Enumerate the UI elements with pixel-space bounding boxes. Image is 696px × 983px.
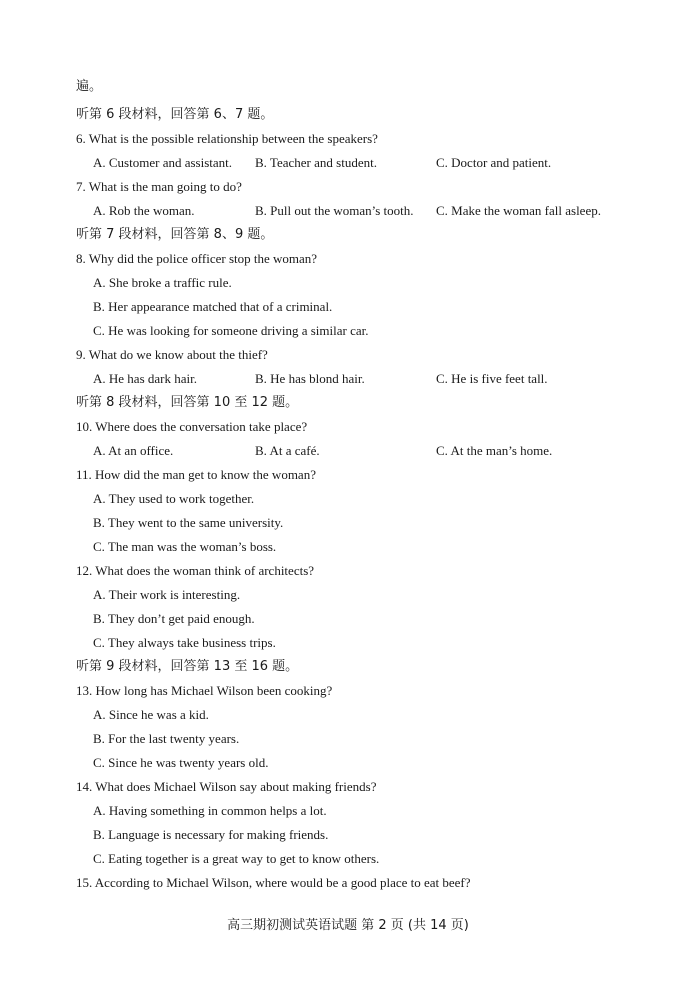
question-8-option-b: B. Her appearance matched that of a criminal. [93, 299, 333, 314]
question-11-option-c: C. The man was the woman’s boss. [93, 539, 277, 554]
question-14-option-a: A. Having something in common helps a lot. [93, 803, 327, 818]
continued-text: 遍。 [76, 79, 103, 94]
question-10: 10. Where does the conversation take place? [76, 419, 308, 434]
question-9-option-a: A. He has dark hair. [93, 371, 197, 386]
question-12-option-b: B. They don’t get paid enough. [93, 611, 255, 626]
question-12-option-c: C. They always take business trips. [93, 635, 276, 650]
question-13-option-a: A. Since he was a kid. [93, 707, 209, 722]
question-14: 14. What does Michael Wilson say about making friends? [76, 779, 377, 794]
question-9: 9. What do we know about the thief? [76, 347, 268, 362]
question-8-option-c: C. He was looking for someone driving a similar car. [93, 323, 369, 338]
section-8-heading: 听第 8 段材料，回答第 10 至 12 题。 [76, 395, 299, 410]
question-10-option-b: B. At a café. [255, 443, 320, 458]
section-9-heading: 听第 9 段材料，回答第 13 至 16 题。 [76, 659, 299, 674]
question-10-option-a: A. At an office. [93, 443, 174, 458]
question-6: 6. What is the possible relationship between the speakers? [76, 131, 378, 146]
question-13: 13. How long has Michael Wilson been cooking? [76, 683, 333, 698]
question-13-option-b: B. For the last twenty years. [93, 731, 240, 746]
question-10-option-c: C. At the man’s home. [436, 443, 553, 458]
question-8-option-a: A. She broke a traffic rule. [93, 275, 232, 290]
question-12: 12. What does the woman think of architects? [76, 563, 315, 578]
question-12-option-a: A. Their work is interesting. [93, 587, 241, 602]
question-15: 15. According to Michael Wilson, where would be a good place to eat beef? [76, 875, 471, 890]
question-7-option-c: C. Make the woman fall asleep. [436, 203, 601, 218]
question-11-option-a: A. They used to work together. [93, 491, 255, 506]
question-7-option-a: A. Rob the woman. [93, 203, 195, 218]
question-9-option-c: C. He is five feet tall. [436, 371, 548, 386]
question-14-option-b: B. Language is necessary for making friends. [93, 827, 329, 842]
question-14-option-c: C. Eating together is a great way to get to know others. [93, 851, 380, 866]
question-6-option-c: C. Doctor and patient. [436, 155, 552, 170]
question-9-option-b: B. He has blond hair. [255, 371, 365, 386]
question-13-option-c: C. Since he was twenty years old. [93, 755, 269, 770]
question-6-option-a: A. Customer and assistant. [93, 155, 233, 170]
question-11: 11. How did the man get to know the woman? [76, 467, 316, 482]
question-7: 7. What is the man going to do? [76, 179, 242, 194]
section-7-heading: 听第 7 段材料，回答第 8、9 题。 [76, 227, 274, 242]
question-11-option-b: B. They went to the same university. [93, 515, 284, 530]
question-7-option-b: B. Pull out the woman’s tooth. [255, 203, 414, 218]
section-6-heading: 听第 6 段材料，回答第 6、7 题。 [76, 107, 274, 122]
page-footer: 高三期初测试英语试题 第 2 页 (共 14 页) [227, 918, 469, 933]
question-6-option-b: B. Teacher and student. [255, 155, 377, 170]
question-8: 8. Why did the police officer stop the woman? [76, 251, 318, 266]
